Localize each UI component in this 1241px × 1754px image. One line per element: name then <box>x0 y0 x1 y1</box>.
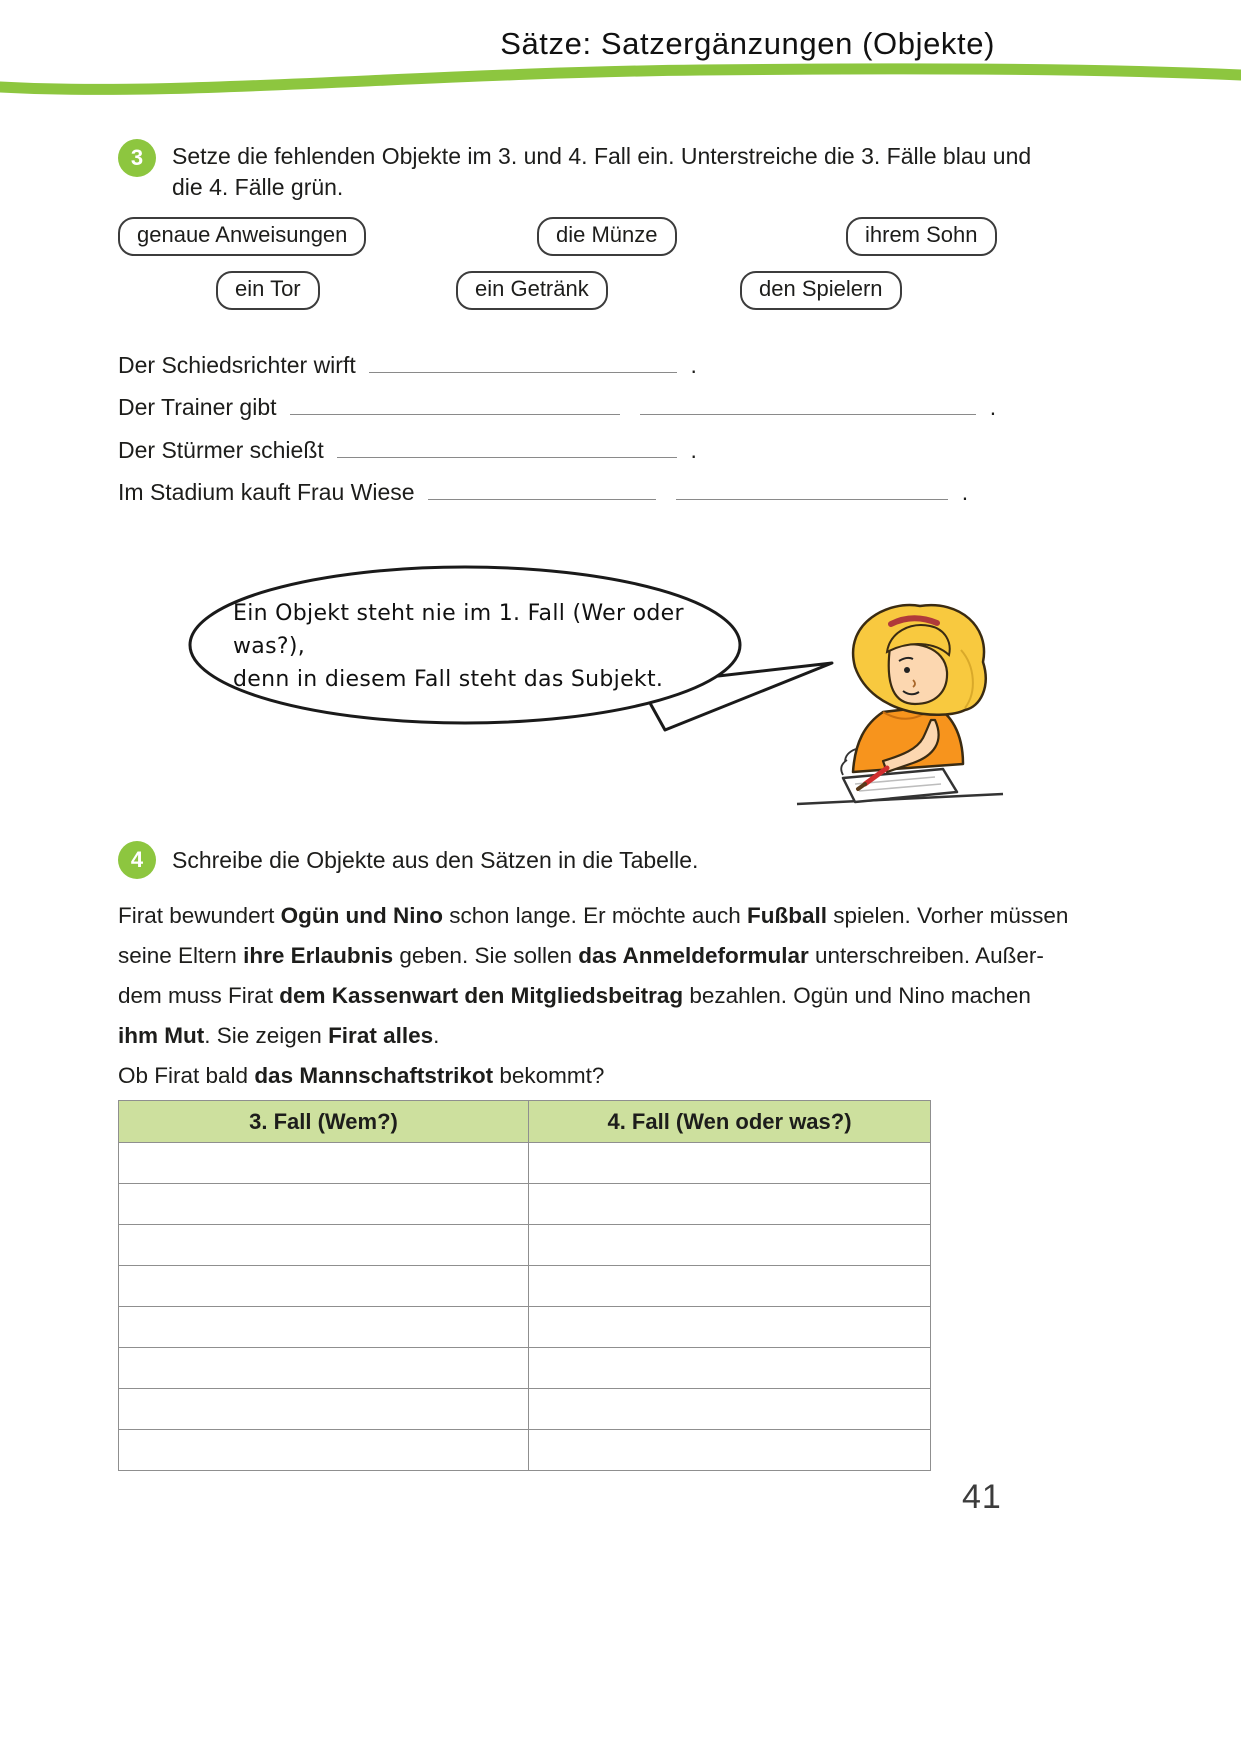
speech-bubble-line: denn in diesem Fall steht das Subjekt. <box>233 667 664 692</box>
table-cell[interactable] <box>119 1184 529 1225</box>
exercise-3-number-badge <box>118 139 156 177</box>
paragraph-line: Firat bewundert Ogün und Nino schon lange. Er möchte auch Fußball spielen. Vorher müssen <box>118 903 1069 928</box>
fill-in-blank[interactable] <box>640 398 976 415</box>
fill-in-blank[interactable] <box>428 483 656 500</box>
table-cell[interactable] <box>119 1143 529 1184</box>
fill-in-blank[interactable] <box>337 441 677 458</box>
table-cell[interactable] <box>119 1225 529 1266</box>
table-cell[interactable] <box>529 1266 931 1307</box>
object-table-body <box>119 1143 931 1471</box>
word-chip-ein-tor: ein Tor <box>216 271 320 310</box>
instruction-line: die 4. Fälle grün. <box>172 174 344 200</box>
sentence-end: . <box>961 479 969 505</box>
writing-girl-illustration <box>795 592 1005 812</box>
paragraph-line: seine Eltern ihre Erlaubnis geben. Sie sollen das Anmeldeformular unterschreiben. Außer- <box>118 943 1044 968</box>
instruction-line: Setze die fehlenden Objekte im 3. und 4. Fall ein. Unterstreiche die 3. Fälle blau und <box>172 143 1032 169</box>
green-swoosh-decoration <box>0 56 1241 106</box>
exercise-4-paragraph <box>118 896 1069 1096</box>
fill-in-blank[interactable] <box>369 356 677 373</box>
word-chip-die-muenze: die Münze <box>537 217 677 256</box>
fill-in-sentence <box>118 437 697 464</box>
page-title: Sätze: Satzergänzungen (Objekte) <box>500 26 995 61</box>
sentence-end: . <box>690 437 697 463</box>
sentence-end: . <box>690 352 697 378</box>
table-cell[interactable] <box>119 1348 529 1389</box>
exercise-3-number: 3 <box>130 145 144 170</box>
table-header-3-fall: 3. Fall (Wem?) <box>119 1101 529 1143</box>
sentence-text: Der Schiedsrichter wirft <box>118 352 356 378</box>
table-row <box>119 1143 931 1184</box>
fill-in-sentence <box>118 479 968 506</box>
table-header-4-fall: 4. Fall (Wen oder was?) <box>529 1101 931 1143</box>
exercise-4-number-badge <box>118 841 156 879</box>
exercise-3-instruction <box>172 141 1031 203</box>
table-cell[interactable] <box>529 1348 931 1389</box>
table-row <box>119 1348 931 1389</box>
table-cell[interactable] <box>529 1430 931 1471</box>
table-row <box>119 1307 931 1348</box>
table-cell[interactable] <box>529 1225 931 1266</box>
paragraph-line: dem muss Firat dem Kassenwart den Mitgliedsbeitrag bezahlen. Ogün und Nino machen <box>118 983 1031 1008</box>
table-cell[interactable] <box>529 1143 931 1184</box>
paragraph-line: Ob Firat bald das Mannschaftstrikot bekommt? <box>118 1063 605 1088</box>
table-cell[interactable] <box>119 1307 529 1348</box>
table-row <box>119 1225 931 1266</box>
table-cell[interactable] <box>529 1389 931 1430</box>
sentence-end: . <box>989 394 997 420</box>
table-header-row <box>119 1101 931 1143</box>
object-table <box>118 1100 931 1471</box>
table-cell[interactable] <box>119 1389 529 1430</box>
fill-in-blank[interactable] <box>676 483 948 500</box>
fill-in-sentence <box>118 394 996 421</box>
sentence-text: Im Stadium kauft Frau Wiese <box>118 479 415 505</box>
speech-bubble-line: Ein Objekt steht nie im 1. Fall (Wer oder was?), <box>233 601 684 659</box>
sentence-text: Der Stürmer schießt <box>118 437 324 463</box>
table-cell[interactable] <box>119 1430 529 1471</box>
paragraph-line: ihm Mut. Sie zeigen Firat alles. <box>118 1023 440 1048</box>
fill-in-blank[interactable] <box>290 398 620 415</box>
table-row <box>119 1184 931 1225</box>
exercise-4-number: 4 <box>130 847 144 872</box>
page-number: 41 <box>962 1478 1002 1516</box>
word-chip-ein-getraenk: ein Getränk <box>456 271 608 310</box>
fill-in-sentence <box>118 352 697 379</box>
word-chip-genaue-anweisungen: genaue Anweisungen <box>118 217 366 256</box>
sentence-text: Der Trainer gibt <box>118 394 277 420</box>
table-row <box>119 1430 931 1471</box>
word-chip-den-spielern: den Spielern <box>740 271 902 310</box>
word-chip-ihrem-sohn: ihrem Sohn <box>846 217 997 256</box>
table-cell[interactable] <box>529 1307 931 1348</box>
table-cell[interactable] <box>119 1266 529 1307</box>
exercise-4-instruction: Schreibe die Objekte aus den Sätzen in die Tabelle. <box>172 847 699 873</box>
table-row <box>119 1389 931 1430</box>
speech-bubble-text <box>233 597 743 696</box>
table-row <box>119 1266 931 1307</box>
table-cell[interactable] <box>529 1184 931 1225</box>
